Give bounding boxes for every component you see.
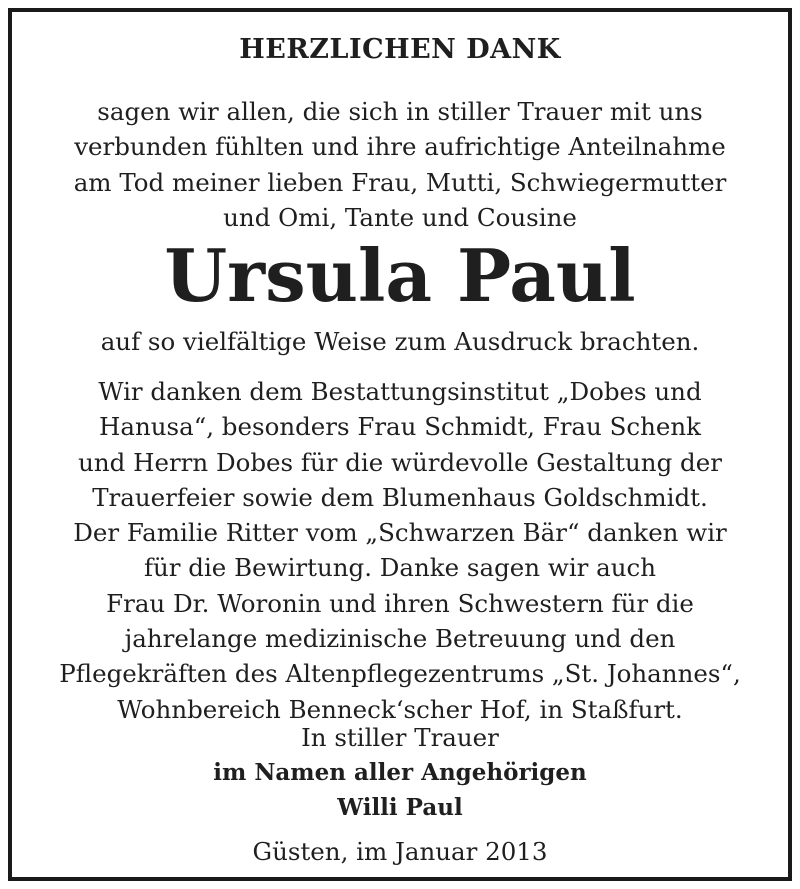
- thanks-line: Wohnbereich Benneck‘scher Hof, in Staßfurt.: [117, 694, 683, 724]
- signer-name: Willi Paul: [337, 794, 463, 821]
- intro-line: sagen wir allen, die sich in stiller Trauer mit uns: [97, 97, 703, 126]
- closing-line: In stiller Trauer: [301, 723, 499, 752]
- thanks-line: Frau Dr. Woronin und ihren Schwestern für die: [106, 588, 694, 618]
- on-behalf-line: im Namen aller Angehörigen: [213, 759, 587, 786]
- thanks-line: und Herrn Dobes für die würdevolle Gestaltung der: [78, 447, 722, 477]
- intro-line: verbunden fühlten und ihre aufrichtige Anteilnahme: [74, 132, 726, 162]
- thanks-line: Pflegekräften des Altenpflegezentrums „St. Johannes“,: [59, 659, 741, 689]
- obituary-thank-you-notice: [8, 8, 792, 881]
- thanks-line: Hanusa“, besonders Frau Schmidt, Frau Schenk: [99, 412, 701, 442]
- thanks-line: für die Bewirtung. Danke sagen wir auch: [143, 553, 657, 583]
- thanks-line: jahrelange medizinische Betreuung und den: [124, 624, 676, 654]
- after-name-paragraph: [12, 324, 788, 359]
- place-date: Güsten, im Januar 2013: [252, 837, 548, 866]
- signature-block: [12, 720, 788, 825]
- thanks-paragraph: [12, 374, 788, 727]
- after-name-line: auf so vielfältige Weise zum Ausdruck brachten.: [100, 327, 700, 356]
- thanks-line: Trauerfeier sowie dem Blumenhaus Goldschmidt.: [92, 482, 708, 512]
- deceased-name: Ursula Paul: [164, 233, 636, 318]
- thanks-line: Der Familie Ritter vom „Schwarzen Bär“ danken wir: [73, 518, 727, 548]
- thanks-line: Wir danken dem Bestattungsinstitut „Dobes und: [98, 377, 702, 406]
- intro-line: und Omi, Tante und Cousine: [223, 202, 577, 232]
- intro-paragraph: [12, 94, 788, 235]
- notice-heading: HERZLICHEN DANK: [239, 34, 561, 65]
- intro-line: am Tod meiner lieben Frau, Mutti, Schwiegermutter: [73, 167, 727, 197]
